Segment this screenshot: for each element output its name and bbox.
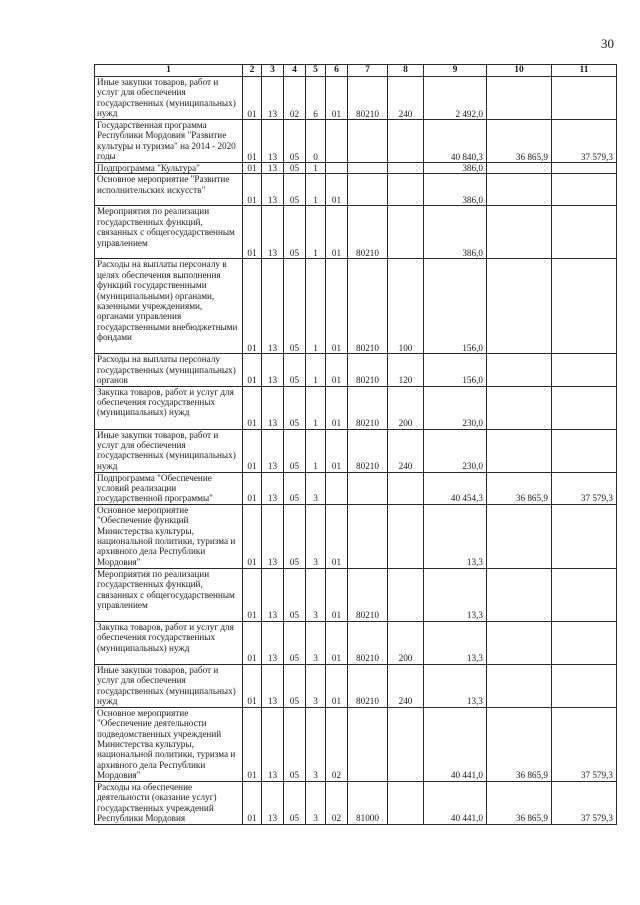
cell-col-9: 13,3 <box>424 568 487 621</box>
cell-col-2: 01 <box>243 781 262 824</box>
cell-col-3: 13 <box>262 568 284 621</box>
cell-col-6 <box>326 163 348 174</box>
row-description: Основное мероприятие "Обеспечение деятельности подведомственных учреждений Министерства культуры, национальной политики, туризма и архивного дела Республики Мордовия" <box>95 707 243 781</box>
cell-col-7 <box>348 120 388 163</box>
cell-col-8 <box>388 472 424 504</box>
cell-col-7: 80210 <box>348 386 388 429</box>
cell-col-11 <box>552 621 617 664</box>
cell-col-5: 3 <box>306 664 326 707</box>
cell-col-3: 13 <box>262 259 284 354</box>
cell-col-4: 05 <box>284 354 306 386</box>
table-row <box>95 206 617 259</box>
row-description: Мероприятия по реализации государственных функций, связанных с общегосударственным управлением <box>95 206 243 259</box>
cell-col-2: 01 <box>243 568 262 621</box>
cell-col-11 <box>552 174 617 206</box>
cell-col-7 <box>348 174 388 206</box>
cell-col-9: 40 441,0 <box>424 781 487 824</box>
cell-col-4: 02 <box>284 77 306 120</box>
cell-col-10: 36 865,9 <box>487 707 552 781</box>
row-description: Иные закупки товаров, работ и услуг для обеспечения государственных (муниципальных) нужд <box>95 429 243 472</box>
header-row <box>95 65 617 77</box>
table-row <box>95 568 617 621</box>
column-header-2: 2 <box>243 65 262 77</box>
cell-col-7: 80210 <box>348 621 388 664</box>
cell-col-5: 1 <box>306 163 326 174</box>
cell-col-6: 01 <box>326 206 348 259</box>
cell-col-11 <box>552 429 617 472</box>
cell-col-4: 05 <box>284 621 306 664</box>
row-description: Государственная программа Республики Мордовия "Развитие культуры и туризма" на 2014 - 2020 годы <box>95 120 243 163</box>
cell-col-8 <box>388 504 424 568</box>
cell-col-6: 01 <box>326 77 348 120</box>
cell-col-2: 01 <box>243 174 262 206</box>
cell-col-11 <box>552 354 617 386</box>
table-row <box>95 664 617 707</box>
cell-col-3: 13 <box>262 429 284 472</box>
row-description: Подпрограмма "Обеспечение условий реализации государственной программы" <box>95 472 243 504</box>
cell-col-8: 100 <box>388 259 424 354</box>
cell-col-10: 36 865,9 <box>487 120 552 163</box>
cell-col-5: 0 <box>306 120 326 163</box>
column-header-3: 3 <box>262 65 284 77</box>
cell-col-8: 200 <box>388 386 424 429</box>
cell-col-10 <box>487 568 552 621</box>
table-row <box>95 386 617 429</box>
cell-col-7 <box>348 707 388 781</box>
cell-col-6: 01 <box>326 354 348 386</box>
cell-col-8 <box>388 120 424 163</box>
cell-col-3: 13 <box>262 354 284 386</box>
cell-col-10: 36 865,9 <box>487 781 552 824</box>
column-header-1: 1 <box>95 65 243 77</box>
cell-col-10 <box>487 163 552 174</box>
cell-col-5: 3 <box>306 472 326 504</box>
cell-col-3: 13 <box>262 621 284 664</box>
cell-col-3: 13 <box>262 781 284 824</box>
cell-col-4: 05 <box>284 568 306 621</box>
row-description: Основное мероприятие "Развитие исполнительских искусств" <box>95 174 243 206</box>
cell-col-2: 01 <box>243 504 262 568</box>
cell-col-5: 1 <box>306 174 326 206</box>
cell-col-7: 80210 <box>348 568 388 621</box>
cell-col-7: 81000 <box>348 781 388 824</box>
cell-col-4: 05 <box>284 174 306 206</box>
cell-col-6: 02 <box>326 707 348 781</box>
table-row <box>95 120 617 163</box>
cell-col-4: 05 <box>284 707 306 781</box>
cell-col-5: 3 <box>306 781 326 824</box>
cell-col-11: 37 579,3 <box>552 707 617 781</box>
table-row <box>95 174 617 206</box>
cell-col-8: 240 <box>388 77 424 120</box>
cell-col-9: 13,3 <box>424 504 487 568</box>
cell-col-4: 05 <box>284 120 306 163</box>
cell-col-2: 01 <box>243 206 262 259</box>
cell-col-11 <box>552 206 617 259</box>
cell-col-3: 13 <box>262 504 284 568</box>
cell-col-2: 01 <box>243 621 262 664</box>
cell-col-7: 80210 <box>348 206 388 259</box>
cell-col-5: 1 <box>306 259 326 354</box>
cell-col-10: 36 865,9 <box>487 472 552 504</box>
cell-col-10 <box>487 77 552 120</box>
cell-col-10 <box>487 354 552 386</box>
cell-col-7 <box>348 163 388 174</box>
cell-col-2: 01 <box>243 354 262 386</box>
cell-col-9: 40 840,3 <box>424 120 487 163</box>
cell-col-2: 01 <box>243 664 262 707</box>
cell-col-7 <box>348 504 388 568</box>
cell-col-6: 01 <box>326 259 348 354</box>
cell-col-9: 13,3 <box>424 664 487 707</box>
cell-col-3: 13 <box>262 163 284 174</box>
cell-col-9: 386,0 <box>424 163 487 174</box>
cell-col-4: 05 <box>284 163 306 174</box>
cell-col-6: 01 <box>326 174 348 206</box>
cell-col-2: 01 <box>243 259 262 354</box>
row-description: Закупка товаров, работ и услуг для обеспечения государственных (муниципальных) нужд <box>95 386 243 429</box>
cell-col-8 <box>388 781 424 824</box>
cell-col-11 <box>552 259 617 354</box>
cell-col-4: 05 <box>284 206 306 259</box>
cell-col-3: 13 <box>262 77 284 120</box>
cell-col-4: 05 <box>284 664 306 707</box>
cell-col-9: 156,0 <box>424 354 487 386</box>
cell-col-9: 230,0 <box>424 386 487 429</box>
cell-col-5: 3 <box>306 504 326 568</box>
cell-col-7: 80210 <box>348 354 388 386</box>
cell-col-7: 80210 <box>348 77 388 120</box>
cell-col-11: 37 579,3 <box>552 781 617 824</box>
cell-col-2: 01 <box>243 472 262 504</box>
cell-col-4: 05 <box>284 259 306 354</box>
cell-col-11 <box>552 568 617 621</box>
column-header-10: 10 <box>487 65 552 77</box>
cell-col-6: 01 <box>326 664 348 707</box>
cell-col-4: 05 <box>284 472 306 504</box>
table-row <box>95 429 617 472</box>
cell-col-2: 01 <box>243 120 262 163</box>
cell-col-11 <box>552 664 617 707</box>
table-row <box>95 621 617 664</box>
table-row <box>95 707 617 781</box>
row-description: Мероприятия по реализации государственных функций, связанных с общегосударственным управлением <box>95 568 243 621</box>
cell-col-9: 386,0 <box>424 206 487 259</box>
table-body <box>95 77 617 825</box>
cell-col-3: 13 <box>262 664 284 707</box>
cell-col-8 <box>388 568 424 621</box>
cell-col-5: 3 <box>306 707 326 781</box>
cell-col-8 <box>388 174 424 206</box>
cell-col-6: 01 <box>326 621 348 664</box>
row-description: Расходы на выплаты персоналу государственных (муниципальных) органов <box>95 354 243 386</box>
cell-col-10 <box>487 206 552 259</box>
table-row <box>95 259 617 354</box>
cell-col-8: 120 <box>388 354 424 386</box>
cell-col-10 <box>487 664 552 707</box>
cell-col-9: 230,0 <box>424 429 487 472</box>
table-row <box>95 354 617 386</box>
cell-col-9: 386,0 <box>424 174 487 206</box>
table-row <box>95 472 617 504</box>
column-header-7: 7 <box>348 65 388 77</box>
row-description: Расходы на выплаты персоналу в целях обеспечения выполнения функций государственными (муниципальными) органами, казенными учреждениями, органами управления государственными внебюджетными фондами <box>95 259 243 354</box>
cell-col-2: 01 <box>243 707 262 781</box>
cell-col-10 <box>487 259 552 354</box>
row-description: Иные закупки товаров, работ и услуг для обеспечения государственных (муниципальных) нужд <box>95 77 243 120</box>
cell-col-7: 80210 <box>348 259 388 354</box>
column-header-5: 5 <box>306 65 326 77</box>
cell-col-2: 01 <box>243 77 262 120</box>
row-description: Расходы на обеспечение деятельности (оказание услуг) государственных учреждений Республики Мордовия <box>95 781 243 824</box>
column-header-6: 6 <box>326 65 348 77</box>
row-description: Подпрограмма "Культура" <box>95 163 243 174</box>
table-row <box>95 781 617 824</box>
cell-col-3: 13 <box>262 472 284 504</box>
cell-col-6: 02 <box>326 781 348 824</box>
cell-col-2: 01 <box>243 163 262 174</box>
cell-col-8 <box>388 206 424 259</box>
cell-col-10 <box>487 174 552 206</box>
cell-col-2: 01 <box>243 429 262 472</box>
cell-col-4: 05 <box>284 429 306 472</box>
column-header-8: 8 <box>388 65 424 77</box>
cell-col-5: 1 <box>306 386 326 429</box>
table-row <box>95 504 617 568</box>
row-description: Закупка товаров, работ и услуг для обеспечения государственных (муниципальных) нужд <box>95 621 243 664</box>
cell-col-4: 05 <box>284 504 306 568</box>
cell-col-7: 80210 <box>348 429 388 472</box>
cell-col-6: 01 <box>326 429 348 472</box>
column-header-4: 4 <box>284 65 306 77</box>
cell-col-8 <box>388 163 424 174</box>
cell-col-11: 37 579,3 <box>552 120 617 163</box>
cell-col-8: 240 <box>388 664 424 707</box>
budget-table <box>94 64 617 825</box>
cell-col-6: 01 <box>326 504 348 568</box>
cell-col-5: 1 <box>306 354 326 386</box>
cell-col-6: 01 <box>326 568 348 621</box>
cell-col-5: 1 <box>306 206 326 259</box>
table-row <box>95 77 617 120</box>
cell-col-6 <box>326 120 348 163</box>
cell-col-5: 3 <box>306 621 326 664</box>
table-row <box>95 163 617 174</box>
cell-col-3: 13 <box>262 174 284 206</box>
cell-col-6: 01 <box>326 386 348 429</box>
cell-col-4: 05 <box>284 386 306 429</box>
cell-col-3: 13 <box>262 206 284 259</box>
cell-col-5: 3 <box>306 568 326 621</box>
cell-col-8: 200 <box>388 621 424 664</box>
cell-col-9: 13,3 <box>424 621 487 664</box>
cell-col-11 <box>552 386 617 429</box>
cell-col-3: 13 <box>262 120 284 163</box>
cell-col-5: 6 <box>306 77 326 120</box>
page-number: 30 <box>601 36 614 51</box>
cell-col-7: 80210 <box>348 664 388 707</box>
column-header-9: 9 <box>424 65 487 77</box>
cell-col-2: 01 <box>243 386 262 429</box>
cell-col-11: 37 579,3 <box>552 472 617 504</box>
cell-col-8 <box>388 707 424 781</box>
cell-col-3: 13 <box>262 707 284 781</box>
cell-col-9: 40 441,0 <box>424 707 487 781</box>
cell-col-9: 156,0 <box>424 259 487 354</box>
cell-col-11 <box>552 504 617 568</box>
cell-col-8: 240 <box>388 429 424 472</box>
cell-col-10 <box>487 429 552 472</box>
cell-col-11 <box>552 163 617 174</box>
cell-col-4: 05 <box>284 781 306 824</box>
cell-col-10 <box>487 504 552 568</box>
cell-col-10 <box>487 386 552 429</box>
cell-col-5: 1 <box>306 429 326 472</box>
cell-col-7 <box>348 472 388 504</box>
cell-col-6 <box>326 472 348 504</box>
cell-col-11 <box>552 77 617 120</box>
cell-col-9: 40 454,3 <box>424 472 487 504</box>
cell-col-10 <box>487 621 552 664</box>
column-header-11: 11 <box>552 65 617 77</box>
cell-col-9: 2 492,0 <box>424 77 487 120</box>
row-description: Основное мероприятие "Обеспечение функций Министерства культуры, национальной политики, туризма и архивного дела Республики Мордовия" <box>95 504 243 568</box>
cell-col-3: 13 <box>262 386 284 429</box>
row-description: Иные закупки товаров, работ и услуг для обеспечения государственных (муниципальных) нужд <box>95 664 243 707</box>
